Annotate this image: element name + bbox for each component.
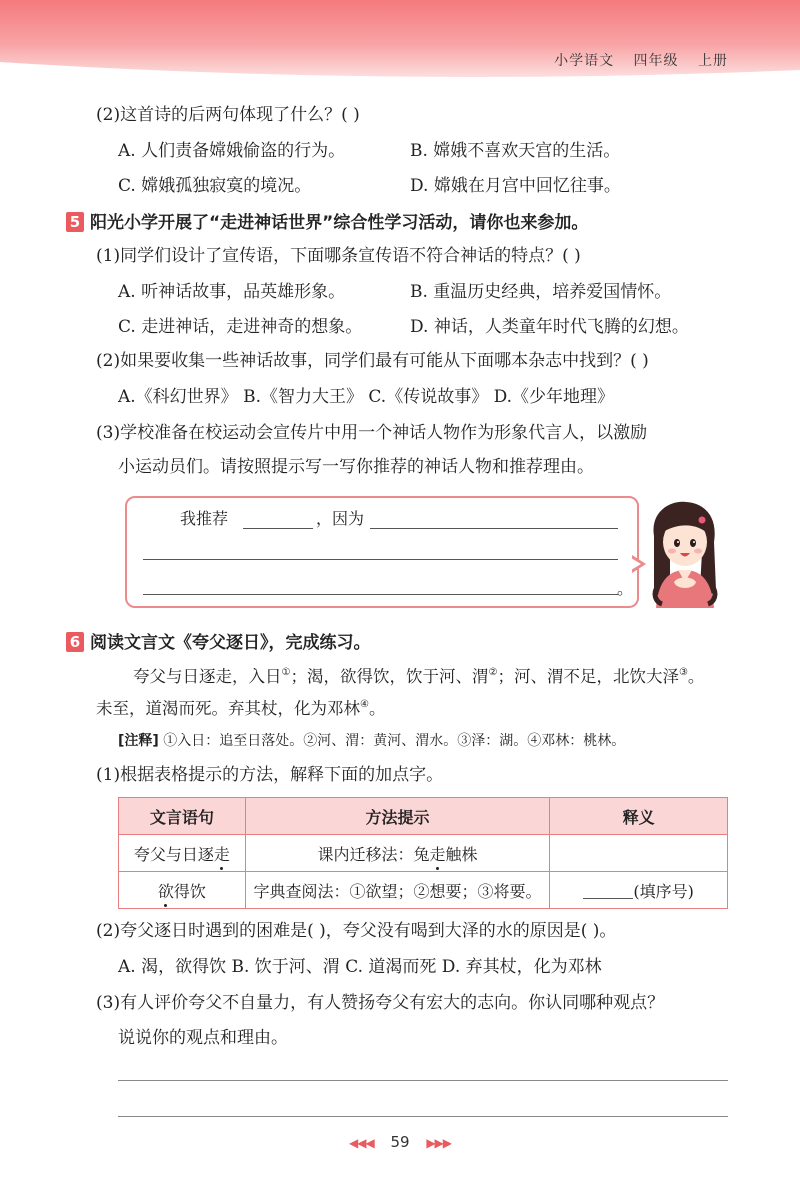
page-number: 59 xyxy=(390,1133,410,1151)
table-cell-method: 字典查阅法：①欲望；②想要；③将要。 xyxy=(245,872,549,909)
page-footer xyxy=(0,1133,800,1151)
s6-q3-line2: 说说你的观点和理由。 xyxy=(118,1028,288,1048)
table-cell-method: 课内迁移法：兔走触株 xyxy=(245,835,549,872)
section-5-title xyxy=(66,208,588,233)
right-arrows-icon: ▶▶▶ xyxy=(426,1136,452,1150)
table-cell-answer[interactable] xyxy=(550,835,728,872)
s5-q1-option-b[interactable]: B. 重温历史经典，培养爱国情怀。 xyxy=(410,282,672,302)
table-cell-phrase: 夸父与日逐走 xyxy=(119,835,246,872)
q4-option-d[interactable]: D. 嫦娥在月宫中回忆往事。 xyxy=(410,176,621,196)
annotation-label: [注释] xyxy=(118,733,159,749)
table-header: 释义 xyxy=(550,798,728,835)
reason-blank-3[interactable] xyxy=(143,593,618,595)
section-6-title xyxy=(66,628,371,653)
because-label: ，因为 xyxy=(316,509,365,528)
q4-option-b[interactable]: B. 嫦娥不喜欢天宫的生活。 xyxy=(410,141,621,161)
s6-q2: (2)夸父逐日时遇到的困难是( )，夸父没有喝到大泽的水的原因是( )。 xyxy=(96,921,617,941)
table-header: 文言语句 xyxy=(119,798,246,835)
recommend-blank[interactable] xyxy=(243,527,313,529)
answer-blank[interactable] xyxy=(583,898,633,899)
table-cell-answer[interactable]: (填序号) xyxy=(550,872,728,909)
section-5-number: 5 xyxy=(66,212,84,232)
answer-line-2[interactable] xyxy=(118,1116,728,1117)
s6-q1: (1)根据表格提示的方法，解释下面的加点字。 xyxy=(96,765,444,785)
s5-q1: (1)同学们设计了宣传语，下面哪条宣传语不符合神话的特点？( ) xyxy=(96,246,581,266)
q4-sub2: (2)这首诗的后两句体现了什么？( ) xyxy=(96,105,360,125)
dotted-char: 欲 xyxy=(157,881,174,901)
s6-q3-line1: (3)有人评价夸父不自量力，有人赞扬夸父有宏大的志向。你认同哪种观点？ xyxy=(96,993,665,1013)
section-6-number: 6 xyxy=(66,632,84,652)
dotted-char: 走 xyxy=(429,844,446,864)
s5-q1-option-c[interactable]: C. 走进神话，走进神奇的想象。 xyxy=(118,317,363,337)
dotted-char: 走 xyxy=(213,844,230,864)
table-cell-phrase: 欲得饮 xyxy=(119,872,246,909)
s6-q2-options[interactable]: A. 渴，欲得饮 B. 饮于河、渭 C. 道渴而死 D. 弃其杖，化为邓林 xyxy=(118,957,602,977)
table-header: 方法提示 xyxy=(245,798,549,835)
recommend-label: 我推荐 xyxy=(180,509,229,528)
section-6-title-text: 阅读文言文《夸父逐日》，完成练习。 xyxy=(90,633,371,653)
reason-blank-1[interactable] xyxy=(370,527,618,529)
table-header-row xyxy=(119,798,728,835)
book-subject: 小学语文 xyxy=(554,53,615,69)
s5-q2: (2)如果要收集一些神话故事，同学们最有可能从下面哪本杂志中找到？( ) xyxy=(96,351,649,371)
s5-q2-options[interactable]: A.《科幻世界》 B.《智力大王》 C.《传说故事》 D.《少年地理》 xyxy=(118,387,615,407)
s5-q3-line1: (3)学校准备在校运动会宣传片中用一个神话人物作为形象代言人，以激励 xyxy=(96,423,648,443)
reason-blank-2[interactable] xyxy=(143,558,618,560)
s5-q3-line2: 小运动员们。请按照提示写一写你推荐的神话人物和推荐理由。 xyxy=(118,457,594,477)
q4-option-c[interactable]: C. 嫦娥孤独寂寞的境况。 xyxy=(118,176,312,196)
table-row xyxy=(119,835,728,872)
classical-text-line1: 夸父与日逐走，入日①；渴，欲得饮，饮于河、渭②；河、渭不足，北饮大泽③。 xyxy=(133,667,705,686)
vocab-table xyxy=(118,797,728,909)
answer-line-1[interactable] xyxy=(118,1080,728,1081)
book-info xyxy=(540,50,728,70)
book-grade: 四年级 xyxy=(633,53,679,69)
s5-q1-option-a[interactable]: A. 听神话故事，品英雄形象。 xyxy=(118,282,346,302)
book-volume: 上册 xyxy=(698,53,728,69)
bubble-period: 。 xyxy=(617,579,634,598)
header-curve xyxy=(0,0,800,85)
classical-text-line2: 未至，道渴而死。弃其杖，化为邓林④。 xyxy=(96,699,386,718)
section-5-title-text: 阳光小学开展了“走进神话世界”综合性学习活动，请你也来参加。 xyxy=(90,213,589,233)
annotation-text: ①入日：追至日落处。②河、渭：黄河、渭水。③泽：湖。④邓林：桃林。 xyxy=(163,733,626,749)
annotation xyxy=(118,730,625,752)
left-arrows-icon: ◀◀◀ xyxy=(348,1136,374,1150)
girl-illustration xyxy=(640,498,730,608)
s5-q1-option-d[interactable]: D. 神话，人类童年时代飞腾的幻想。 xyxy=(410,317,689,337)
table-row xyxy=(119,872,728,909)
q4-option-a[interactable]: A. 人们责备嫦娥偷盗的行为。 xyxy=(118,141,346,161)
